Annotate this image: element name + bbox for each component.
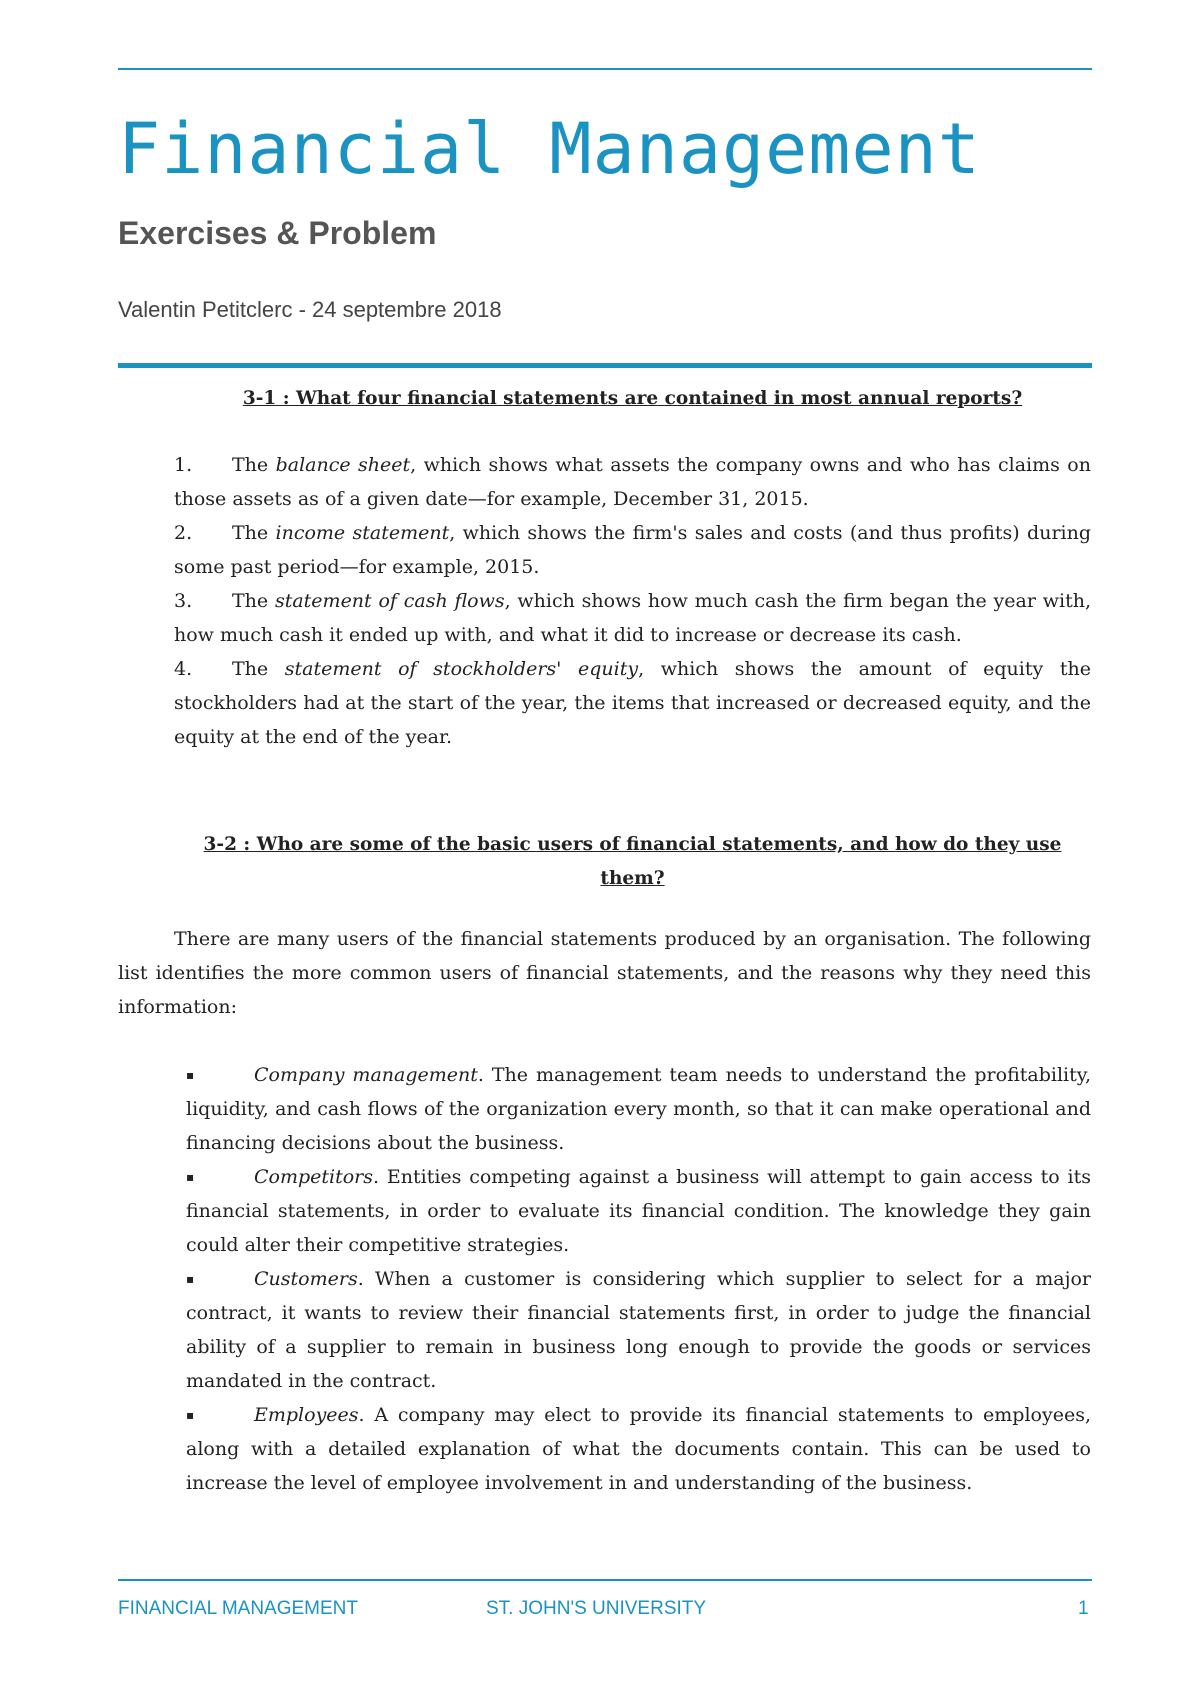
item-term: balance sheet <box>275 454 411 476</box>
item-number: 1. <box>174 454 193 476</box>
intro-paragraph: There are many users of the financial statements produced by an organisation. The following list identifies the more common users of financial statements, and the reasons why they need this information: <box>118 928 1091 1018</box>
item-term: Employees <box>254 1404 359 1426</box>
list-item <box>186 1262 1091 1398</box>
item-lead: The <box>232 658 285 680</box>
bullet-icon: ▪ <box>186 1068 195 1082</box>
item-text: , which shows the amount of equity the stockholders had at the start of the year, the items that increased or decreased equity, and the equity at the end of the year. <box>174 658 1091 748</box>
section-3-2 <box>118 828 1091 1500</box>
statements-list <box>174 448 1091 754</box>
list-item <box>186 1058 1091 1160</box>
item-term: Competitors <box>254 1166 374 1188</box>
item-lead: The <box>232 454 276 476</box>
item-text: . Entities competing against a business will attempt to gain access to its financial statements, in order to evaluate its financial condition. The knowledge they gain could alter their competitive strategies. <box>186 1166 1091 1256</box>
item-lead: The <box>232 522 276 544</box>
item-lead: The <box>232 590 275 612</box>
item-text: , which shows what assets the company owns and who has claims on those assets as of a given date—for example, December 31, 2015. <box>174 454 1091 510</box>
item-term: Company management <box>254 1064 478 1086</box>
item-number: 3. <box>174 590 193 612</box>
users-list <box>174 1058 1091 1500</box>
section-rule <box>118 363 1092 368</box>
question-3-2: 3-2 : Who are some of the basic users of financial statements, and how do they use them? <box>203 834 1062 889</box>
list-item <box>174 652 1091 754</box>
footer-course: FINANCIAL MANAGEMENT <box>118 1598 358 1619</box>
footer-rule <box>118 1579 1092 1581</box>
document-title: Financial Management <box>118 108 981 190</box>
item-term: income statement <box>275 522 450 544</box>
section-3-1 <box>174 382 1091 754</box>
item-text: . When a customer is considering which supplier to select for a major contract, it wants to review their financial statements first, in order to judge the financial ability of a supplier to remain in business long enough to provide the goods or services mandated in the contract. <box>186 1268 1091 1392</box>
bullet-icon: ▪ <box>186 1408 195 1422</box>
document-subtitle: Exercises & Problem <box>118 215 437 251</box>
item-text: , which shows the firm's sales and costs (and thus profits) during some past period—for example, 2015. <box>174 522 1092 578</box>
item-term: statement of stockholders' equity <box>284 658 639 680</box>
page-number: 1 <box>1078 1598 1089 1619</box>
item-number: 2. <box>174 522 193 544</box>
list-item <box>174 584 1091 652</box>
question-3-1: 3-1 : What four financial statements are contained in most annual reports? <box>242 388 1023 409</box>
item-text: . The management team needs to understand the profitability, liquidity, and cash flows of the organization every month, so that it can make operational and financing decisions about the business. <box>186 1064 1091 1154</box>
item-text: , which shows how much cash the firm began the year with, how much cash it ended up with, and what it did to increase or decrease its cash. <box>174 590 1091 646</box>
item-term: statement of cash flows <box>274 590 505 612</box>
author-date-line: Valentin Petitclerc - 24 septembre 2018 <box>118 297 502 322</box>
footer-university: ST. JOHN'S UNIVERSITY <box>486 1598 707 1619</box>
top-rule <box>118 68 1092 70</box>
bullet-icon: ▪ <box>186 1170 195 1184</box>
list-item <box>186 1160 1091 1262</box>
bullet-icon: ▪ <box>186 1272 195 1286</box>
item-term: Customers <box>254 1268 358 1290</box>
list-item <box>186 1398 1091 1500</box>
list-item <box>174 448 1091 516</box>
item-text: . A company may elect to provide its financial statements to employees, along with a detailed explanation of what the documents contain. This can be used to increase the level of employee involvement in and understanding of the business. <box>186 1404 1091 1494</box>
item-number: 4. <box>174 658 193 680</box>
list-item <box>174 516 1091 584</box>
